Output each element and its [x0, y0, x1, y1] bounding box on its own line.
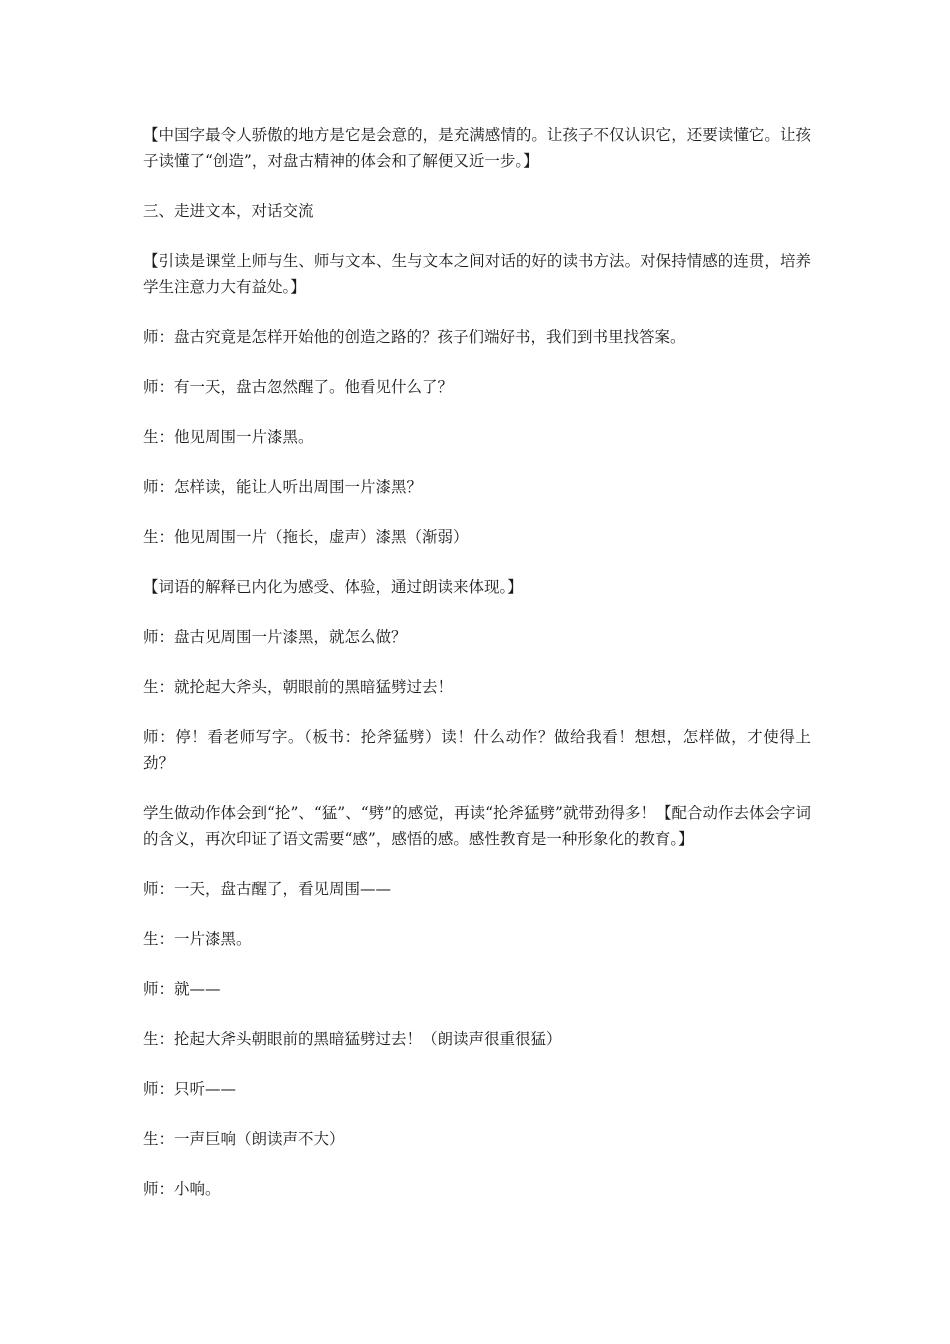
dialogue-line: 师：盘古见周围一片漆黑，就怎么做？	[143, 628, 407, 646]
paragraph-note-word-meaning: 【词语的解释已内化为感受、体验，通过朗读来体现。】	[143, 578, 523, 596]
dialogue-line: 生：一声巨响（朗读声不大）	[143, 1130, 345, 1148]
dialogue-line: 师：怎样读，能让人听出周围一片漆黑？	[143, 478, 423, 496]
dialogue-line: 师：有一天，盘古忽然醒了。他看见什么了？	[143, 378, 454, 396]
dialogue-line: 生：一片漆黑。	[143, 930, 252, 948]
dialogue-line: 师：只听——	[143, 1080, 237, 1098]
section-heading: 三、走进文本，对话交流	[143, 202, 314, 220]
paragraph-note-chinese-characters: 【中国字最令人骄傲的地方是它是会意的，是充满感情的。让孩子不仅认识它，还要读懂它。让孩子读懂了“创造”，对盘古精神的体会和了解便又近一步。】	[143, 126, 811, 170]
dialogue-line: 师：小响。	[143, 1180, 221, 1198]
paragraph-student-action: 学生做动作体会到“抡”、“猛”、“劈”的感觉，再读“抡斧猛劈”就带劲得多！【配合动作去体会字词的含义，再次印证了语文需要“感”，感悟的感。感性教育是一种形象化的教育。】	[143, 804, 811, 848]
document-body	[143, 122, 811, 1226]
dialogue-line: 生：他见周围一片（拖长，虚声）漆黑（渐弱）	[143, 528, 469, 546]
dialogue-line: 师：一天，盘古醒了，看见周围——	[143, 880, 392, 898]
dialogue-line: 师：停！看老师写字。（板书：抡斧猛劈）读！什么动作？做给我看！想想，怎样做，才使得上劲？	[143, 728, 811, 772]
dialogue-line: 生：抡起大斧头朝眼前的黑暗猛劈过去！（朗读声很重很猛）	[143, 1030, 562, 1048]
dialogue-line: 师：盘古究竟是怎样开始他的创造之路的？孩子们端好书，我们到书里找答案。	[143, 328, 686, 346]
dialogue-line: 生：就抡起大斧头，朝眼前的黑暗猛劈过去！	[143, 678, 454, 696]
dialogue-line: 生：他见周围一片漆黑。	[143, 428, 314, 446]
dialogue-line: 师：就——	[143, 980, 221, 998]
paragraph-note-guided-reading: 【引读是课堂上师与生、师与文本、生与文本之间对话的好的读书方法。对保持情感的连贯，培养学生注意力大有益处。】	[143, 252, 811, 296]
